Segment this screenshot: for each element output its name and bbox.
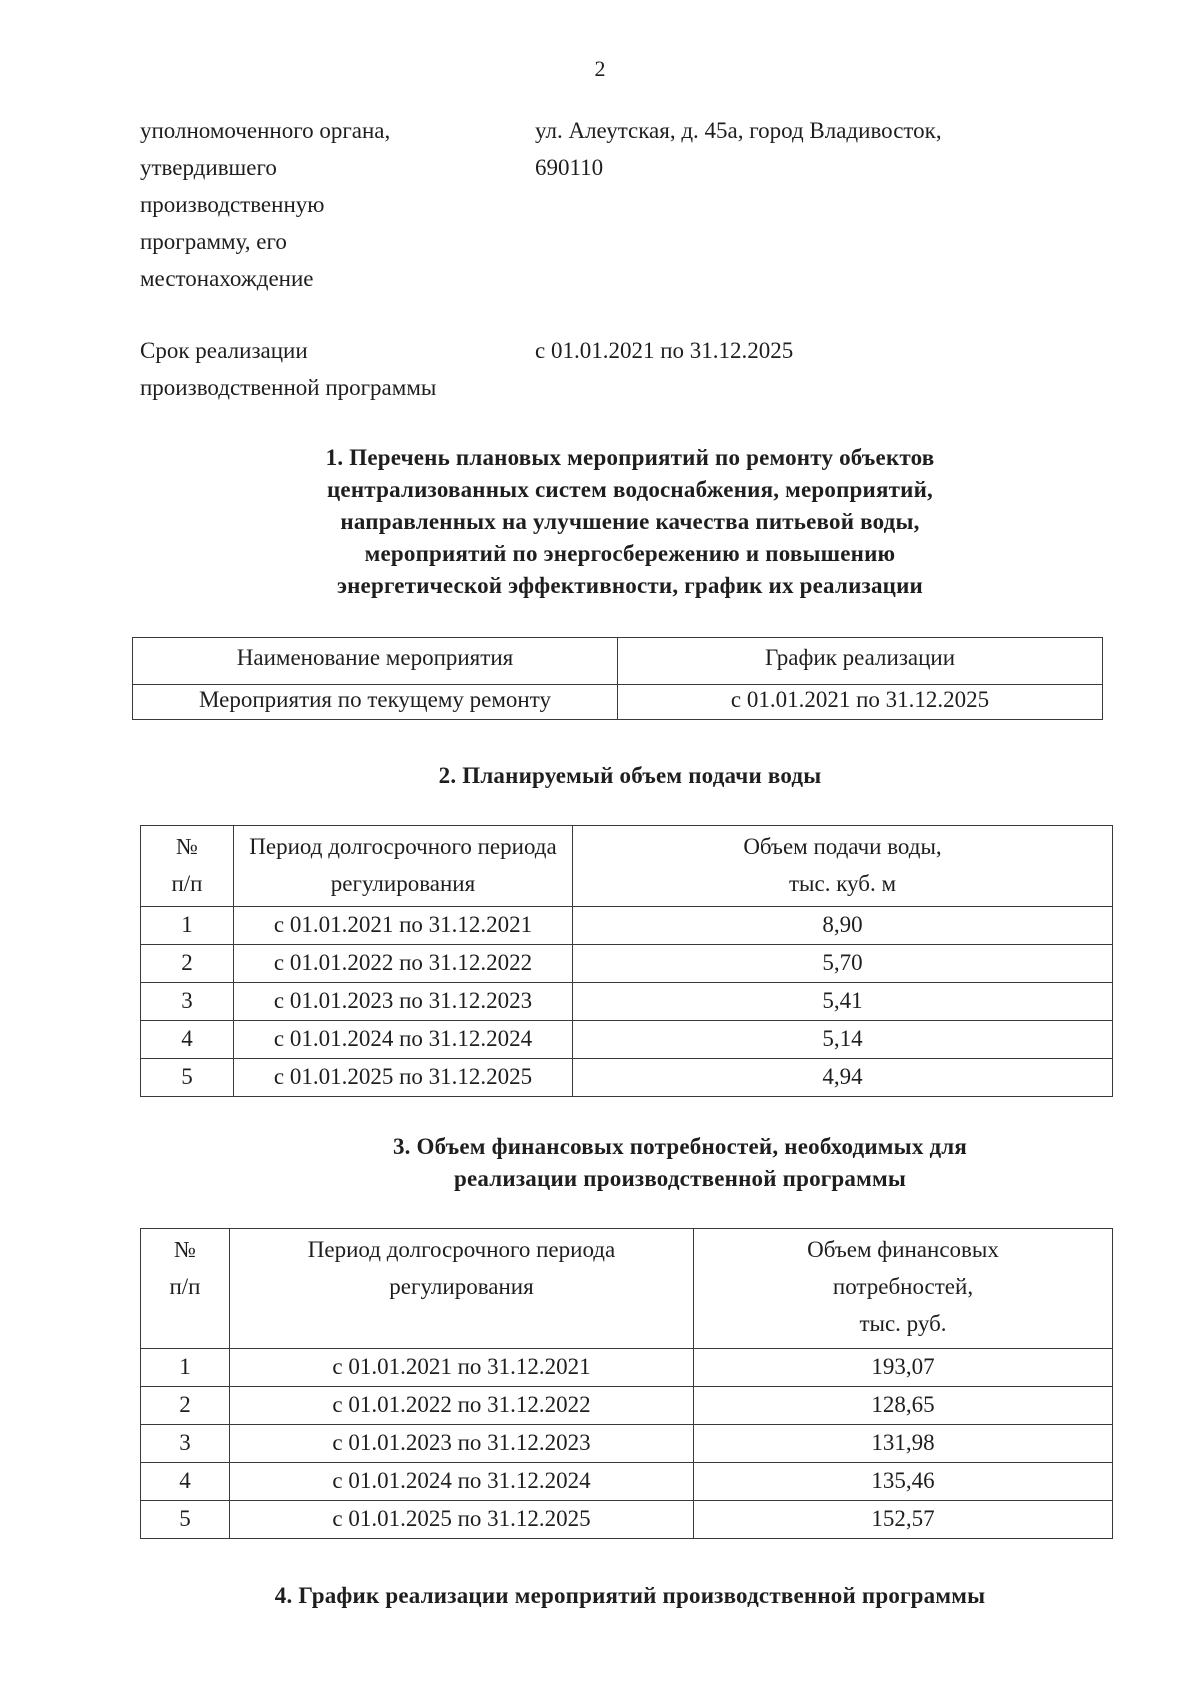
row-value-cell: 5,70 <box>573 945 1113 983</box>
row-value-cell: 152,57 <box>694 1501 1113 1539</box>
page-number: 2 <box>594 56 606 81</box>
row-number-cell: 3 <box>141 983 234 1021</box>
row-value-cell: 8,90 <box>573 907 1113 945</box>
row-number-cell: 1 <box>141 907 234 945</box>
row-value-cell: 131,98 <box>694 1425 1113 1463</box>
column-header-period <box>230 1229 694 1349</box>
row-period-cell: с 01.01.2021 по 31.12.2021 <box>234 907 573 945</box>
row-number-cell: 5 <box>141 1501 230 1539</box>
table-row <box>141 983 1113 1021</box>
authority-label-line: программу, его <box>140 229 287 254</box>
section1-heading-line: мероприятий по энергосбережению и повышению <box>364 541 896 566</box>
row-value-cell: 128,65 <box>694 1387 1113 1425</box>
column-header-number <box>141 1229 230 1349</box>
financial-needs-table <box>140 1228 1113 1539</box>
header-line: Объем подачи воды, <box>743 834 942 859</box>
table-header-row <box>133 638 1103 685</box>
table-header-row <box>141 826 1113 907</box>
row-value-cell: 5,41 <box>573 983 1113 1021</box>
header-line: п/п <box>171 871 203 896</box>
authority-address-line: ул. Алеутская, д. 45а, город Владивосток, <box>535 118 942 143</box>
section3-heading-line: 3. Объем финансовых потребностей, необходимых для <box>392 1134 968 1159</box>
row-period-cell: с 01.01.2023 по 31.12.2023 <box>230 1425 694 1463</box>
column-header-activity: Наименование мероприятия <box>133 638 618 685</box>
table-row <box>141 1059 1113 1097</box>
row-period-cell: с 01.01.2022 по 31.12.2022 <box>230 1387 694 1425</box>
header-line: Период долгосрочного периода <box>249 834 557 859</box>
table-row <box>141 1463 1113 1501</box>
activity-schedule-cell: с 01.01.2021 по 31.12.2025 <box>618 685 1103 720</box>
column-header-schedule: График реализации <box>618 638 1103 685</box>
table-row <box>141 1021 1113 1059</box>
authority-address <box>535 112 1095 186</box>
column-header-number <box>141 826 234 907</box>
row-value-cell: 193,07 <box>694 1349 1113 1387</box>
row-number-cell: 1 <box>141 1349 230 1387</box>
row-period-cell: с 01.01.2021 по 31.12.2021 <box>230 1349 694 1387</box>
row-number-cell: 2 <box>141 1387 230 1425</box>
header-line: регулирования <box>389 1274 534 1299</box>
authority-label-line: местонахождение <box>140 266 314 291</box>
row-value-cell: 5,14 <box>573 1021 1113 1059</box>
row-number-cell: 4 <box>141 1021 234 1059</box>
authority-label <box>140 112 530 297</box>
section1-heading-line: энергетической эффективности, график их реализации <box>336 573 924 598</box>
term-label <box>140 332 530 406</box>
authority-label-line: производственную <box>140 192 325 217</box>
row-period-cell: с 01.01.2023 по 31.12.2023 <box>234 983 573 1021</box>
column-header-volume <box>573 826 1113 907</box>
header-line: № <box>176 834 198 859</box>
row-number-cell: 3 <box>141 1425 230 1463</box>
row-number-cell: 5 <box>141 1059 234 1097</box>
header-line: потребностей, <box>832 1274 974 1299</box>
row-value-cell: 4,94 <box>573 1059 1113 1097</box>
header-line: п/п <box>169 1274 201 1299</box>
header-line: тыс. руб. <box>859 1311 947 1336</box>
section3-heading-line: реализации производственной программы <box>454 1166 906 1191</box>
term-label-line: производственной программы <box>140 375 437 400</box>
table-row <box>141 1425 1113 1463</box>
column-header-financial-needs <box>694 1229 1113 1349</box>
row-period-cell: с 01.01.2025 по 31.12.2025 <box>234 1059 573 1097</box>
term-label-line: Срок реализации <box>140 338 308 363</box>
section3-heading <box>230 1131 1130 1195</box>
row-period-cell: с 01.01.2025 по 31.12.2025 <box>230 1501 694 1539</box>
authority-label-line: утвердившего <box>140 155 277 180</box>
activities-table <box>132 637 1103 720</box>
section1-heading <box>130 442 1130 602</box>
header-line: регулирования <box>330 871 476 896</box>
section2-heading: 2. Планируемый объем подачи воды <box>438 763 822 788</box>
table-row <box>141 945 1113 983</box>
header-line: тыс. куб. м <box>788 871 896 896</box>
row-period-cell: с 01.01.2024 по 31.12.2024 <box>230 1463 694 1501</box>
section1-heading-line: 1. Перечень плановых мероприятий по ремонту объектов <box>325 445 935 470</box>
row-number-cell: 4 <box>141 1463 230 1501</box>
table-header-row <box>141 1229 1113 1349</box>
authority-address-line: 690110 <box>535 155 604 180</box>
activity-name-cell: Мероприятия по текущему ремонту <box>133 685 618 720</box>
row-number-cell: 2 <box>141 945 234 983</box>
row-period-cell: с 01.01.2022 по 31.12.2022 <box>234 945 573 983</box>
section4-heading: 4. График реализации мероприятий производственной программы <box>274 1583 986 1608</box>
row-value-cell: 135,46 <box>694 1463 1113 1501</box>
row-period-cell: с 01.01.2024 по 31.12.2024 <box>234 1021 573 1059</box>
column-header-period <box>234 826 573 907</box>
table-row <box>141 1501 1113 1539</box>
header-line: Период долгосрочного периода <box>307 1237 616 1262</box>
section1-heading-line: направленных на улучшение качества питьевой воды, <box>340 509 920 534</box>
authority-label-line: уполномоченного органа, <box>140 118 391 143</box>
header-line: № <box>174 1237 196 1262</box>
term-value: с 01.01.2021 по 31.12.2025 <box>535 338 794 363</box>
table-row <box>133 685 1103 720</box>
header-line: Объем финансовых <box>807 1237 999 1262</box>
water-supply-table <box>140 825 1113 1097</box>
table-row <box>141 1349 1113 1387</box>
table-row <box>141 1387 1113 1425</box>
section1-heading-line: централизованных систем водоснабжения, мероприятий, <box>326 477 933 502</box>
table-row <box>141 907 1113 945</box>
